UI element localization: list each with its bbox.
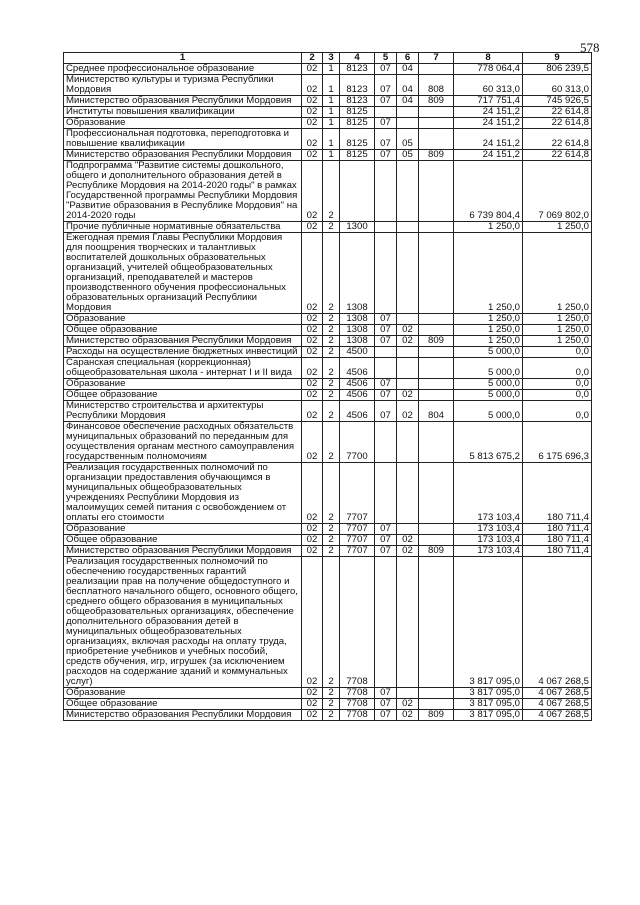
amount-year-1: 5 000,0 [454, 347, 523, 358]
subprogram-code: 2 [323, 233, 340, 314]
target-code: 7700 [340, 422, 375, 463]
amount-year-2: 0,0 [523, 401, 592, 422]
amount-year-2: 1 250,0 [523, 222, 592, 233]
program-code: 02 [302, 118, 323, 129]
subsection-code [397, 524, 419, 535]
ministry-code: 804 [419, 401, 454, 422]
section-code: 07 [375, 129, 397, 150]
row-name: Общее образование [64, 699, 302, 710]
program-code: 02 [302, 535, 323, 546]
section-code: 07 [375, 75, 397, 96]
budget-table [63, 52, 592, 721]
ministry-code: 809 [419, 546, 454, 557]
subprogram-code: 2 [323, 699, 340, 710]
subprogram-code: 1 [323, 129, 340, 150]
program-code: 02 [302, 557, 323, 688]
amount-year-2: 22 614,8 [523, 118, 592, 129]
table-row [64, 347, 592, 358]
row-name: Среднее профессиональное образование [64, 64, 302, 75]
section-code: 07 [375, 535, 397, 546]
amount-year-2: 0,0 [523, 347, 592, 358]
column-header: 7 [419, 53, 454, 64]
target-code: 4506 [340, 390, 375, 401]
ministry-code [419, 347, 454, 358]
target-code: 7707 [340, 524, 375, 535]
target-code: 7707 [340, 463, 375, 524]
subsection-code [397, 233, 419, 314]
table-row [64, 107, 592, 118]
table-row [64, 546, 592, 557]
row-name: Общее образование [64, 535, 302, 546]
ministry-code [419, 422, 454, 463]
section-code: 07 [375, 401, 397, 422]
subprogram-code: 2 [323, 325, 340, 336]
row-name: Министерство образования Республики Мордовия [64, 710, 302, 721]
ministry-code [419, 358, 454, 379]
section-code: 07 [375, 379, 397, 390]
subsection-code: 05 [397, 129, 419, 150]
ministry-code: 809 [419, 150, 454, 161]
table-row [64, 222, 592, 233]
amount-year-2: 0,0 [523, 379, 592, 390]
table-row [64, 325, 592, 336]
amount-year-2: 0,0 [523, 390, 592, 401]
row-name: Прочие публичные нормативные обязательства [64, 222, 302, 233]
subprogram-code: 2 [323, 314, 340, 325]
amount-year-2: 22 614,8 [523, 107, 592, 118]
column-header: 6 [397, 53, 419, 64]
amount-year-2: 4 067 268,5 [523, 557, 592, 688]
amount-year-2: 1 250,0 [523, 325, 592, 336]
subsection-code [397, 422, 419, 463]
program-code: 02 [302, 107, 323, 118]
column-header: 2 [302, 53, 323, 64]
amount-year-1: 24 151,2 [454, 107, 523, 118]
target-code: 8125 [340, 118, 375, 129]
ministry-code [419, 379, 454, 390]
subsection-code: 04 [397, 64, 419, 75]
row-name: Саранская специальная (коррекционная) общеобразовательная школа - интернат I и II вида [64, 358, 302, 379]
amount-year-1: 5 000,0 [454, 390, 523, 401]
ministry-code: 809 [419, 96, 454, 107]
target-code: 1308 [340, 325, 375, 336]
subprogram-code: 2 [323, 222, 340, 233]
subsection-code [397, 463, 419, 524]
subsection-code: 02 [397, 336, 419, 347]
amount-year-1: 173 103,4 [454, 535, 523, 546]
program-code: 02 [302, 688, 323, 699]
amount-year-1: 173 103,4 [454, 463, 523, 524]
ministry-code: 809 [419, 710, 454, 721]
subsection-code [397, 107, 419, 118]
target-code: 7708 [340, 557, 375, 688]
subsection-code [397, 379, 419, 390]
target-code: 1308 [340, 233, 375, 314]
subsection-code: 02 [397, 390, 419, 401]
ministry-code [419, 129, 454, 150]
amount-year-1: 24 151,2 [454, 150, 523, 161]
ministry-code [419, 107, 454, 118]
program-code: 02 [302, 64, 323, 75]
section-code [375, 347, 397, 358]
section-code [375, 222, 397, 233]
table-row [64, 150, 592, 161]
section-code [375, 463, 397, 524]
subsection-code: 04 [397, 75, 419, 96]
program-code: 02 [302, 233, 323, 314]
table-row [64, 233, 592, 314]
column-header: 8 [454, 53, 523, 64]
subsection-code: 02 [397, 535, 419, 546]
table-row [64, 336, 592, 347]
amount-year-2: 180 711,4 [523, 524, 592, 535]
amount-year-1: 5 000,0 [454, 401, 523, 422]
section-code: 07 [375, 150, 397, 161]
row-name: Образование [64, 688, 302, 699]
row-name: Образование [64, 379, 302, 390]
amount-year-2: 60 313,0 [523, 75, 592, 96]
program-code: 02 [302, 390, 323, 401]
amount-year-1: 5 000,0 [454, 379, 523, 390]
section-code: 07 [375, 699, 397, 710]
ministry-code: 808 [419, 75, 454, 96]
row-name: Образование [64, 314, 302, 325]
row-name: Общее образование [64, 325, 302, 336]
section-code [375, 422, 397, 463]
column-header: 4 [340, 53, 375, 64]
program-code: 02 [302, 150, 323, 161]
program-code: 02 [302, 379, 323, 390]
subsection-code [397, 118, 419, 129]
row-name: Финансовое обеспечение расходных обязательств муниципальных образований по переданным для осуществления органам местного самоуправления государственным полномочиям [64, 422, 302, 463]
ministry-code [419, 557, 454, 688]
subsection-code [397, 688, 419, 699]
amount-year-1: 1 250,0 [454, 336, 523, 347]
amount-year-2: 180 711,4 [523, 546, 592, 557]
row-name: Министерство образования Республики Мордовия [64, 546, 302, 557]
program-code: 02 [302, 325, 323, 336]
column-header: 3 [323, 53, 340, 64]
section-code: 07 [375, 325, 397, 336]
amount-year-2: 1 250,0 [523, 314, 592, 325]
amount-year-1: 3 817 095,0 [454, 699, 523, 710]
subsection-code: 05 [397, 150, 419, 161]
subsection-code [397, 222, 419, 233]
subsection-code: 02 [397, 325, 419, 336]
row-name: Профессиональная подготовка, переподготовка и повышение квалификации [64, 129, 302, 150]
amount-year-1: 173 103,4 [454, 524, 523, 535]
subprogram-code: 2 [323, 161, 340, 222]
row-name: Институты повышения квалификации [64, 107, 302, 118]
table-row [64, 688, 592, 699]
column-header: 1 [64, 53, 302, 64]
table-row [64, 75, 592, 96]
subprogram-code: 1 [323, 118, 340, 129]
subprogram-code: 1 [323, 150, 340, 161]
program-code: 02 [302, 96, 323, 107]
section-code: 07 [375, 96, 397, 107]
target-code: 8123 [340, 96, 375, 107]
ministry-code [419, 463, 454, 524]
amount-year-1: 5 000,0 [454, 358, 523, 379]
target-code: 7707 [340, 535, 375, 546]
program-code: 02 [302, 358, 323, 379]
subprogram-code: 1 [323, 96, 340, 107]
subprogram-code: 2 [323, 535, 340, 546]
ministry-code [419, 314, 454, 325]
table-row [64, 358, 592, 379]
row-name: Министерство строительства и архитектуры Республики Мордовия [64, 401, 302, 422]
subsection-code [397, 314, 419, 325]
target-code: 4506 [340, 379, 375, 390]
amount-year-2: 7 069 802,0 [523, 161, 592, 222]
section-code [375, 107, 397, 118]
subsection-code [397, 358, 419, 379]
target-code [340, 161, 375, 222]
column-header: 9 [523, 53, 592, 64]
amount-year-2: 4 067 268,5 [523, 710, 592, 721]
ministry-code [419, 222, 454, 233]
amount-year-2: 806 239,5 [523, 64, 592, 75]
subprogram-code: 2 [323, 710, 340, 721]
section-code: 07 [375, 314, 397, 325]
amount-year-1: 3 817 095,0 [454, 688, 523, 699]
amount-year-2: 4 067 268,5 [523, 688, 592, 699]
amount-year-1: 1 250,0 [454, 314, 523, 325]
ministry-code [419, 325, 454, 336]
row-name: Подпрограмма "Развитие системы дошкольного, общего и дополнительного образования детей в Республике Мордовия на 2014-2020 годы" в рамках Государственной программы Республики Мордовия "Развитие образования в Республике Мордовия" на 2014-2020 годы [64, 161, 302, 222]
table-row [64, 524, 592, 535]
table-row [64, 118, 592, 129]
ministry-code [419, 161, 454, 222]
subsection-code: 02 [397, 710, 419, 721]
section-code: 07 [375, 710, 397, 721]
amount-year-2: 22 614,8 [523, 150, 592, 161]
row-name: Реализация государственных полномочий по организации предоставления обучающимся в муниципальных общеобразовательных учреждениях Республики Мордовия из малоимущих семей питания с освобождением от оплаты его стоимости [64, 463, 302, 524]
section-code: 07 [375, 64, 397, 75]
table-row [64, 535, 592, 546]
section-code [375, 233, 397, 314]
table-row [64, 401, 592, 422]
target-code: 8125 [340, 150, 375, 161]
amount-year-2: 22 614,8 [523, 129, 592, 150]
ministry-code [419, 524, 454, 535]
target-code: 1308 [340, 314, 375, 325]
amount-year-2: 6 175 696,3 [523, 422, 592, 463]
section-code: 07 [375, 688, 397, 699]
table-row [64, 379, 592, 390]
amount-year-2: 0,0 [523, 358, 592, 379]
target-code: 1308 [340, 336, 375, 347]
program-code: 02 [302, 463, 323, 524]
amount-year-2: 4 067 268,5 [523, 699, 592, 710]
subprogram-code: 2 [323, 390, 340, 401]
ministry-code [419, 535, 454, 546]
subprogram-code: 1 [323, 107, 340, 118]
table-row [64, 314, 592, 325]
subprogram-code: 2 [323, 336, 340, 347]
target-code: 7708 [340, 710, 375, 721]
subprogram-code: 2 [323, 379, 340, 390]
amount-year-1: 24 151,2 [454, 118, 523, 129]
row-name: Общее образование [64, 390, 302, 401]
subsection-code [397, 557, 419, 688]
table-row [64, 422, 592, 463]
target-code: 4500 [340, 347, 375, 358]
target-code: 1300 [340, 222, 375, 233]
target-code: 7708 [340, 688, 375, 699]
amount-year-1: 24 151,2 [454, 129, 523, 150]
program-code: 02 [302, 314, 323, 325]
table-row [64, 710, 592, 721]
program-code: 02 [302, 699, 323, 710]
subprogram-code: 1 [323, 64, 340, 75]
ministry-code [419, 233, 454, 314]
page-number: 578 [580, 40, 600, 55]
section-code [375, 358, 397, 379]
program-code: 02 [302, 161, 323, 222]
amount-year-1: 3 817 095,0 [454, 557, 523, 688]
target-code: 8123 [340, 64, 375, 75]
subsection-code [397, 161, 419, 222]
amount-year-1: 5 813 675,2 [454, 422, 523, 463]
target-code: 8123 [340, 75, 375, 96]
section-code: 07 [375, 118, 397, 129]
subprogram-code: 1 [323, 75, 340, 96]
row-name: Реализация государственных полномочий по обеспечению государственных гарантий реализации прав на получение общедоступного и бесплатного начального общего, основного общего, среднего общего образования в муниципальных общеобразовательных организациях, обеспечение дополнительного образования детей в муниципальных общеобразовательных организациях, включая расходы на оплату труда, приобретение учебников и учебных пособий, средств обучения, игр, игрушек (за исключением расходов на содержание зданий и коммунальных услуг) [64, 557, 302, 688]
row-name: Образование [64, 524, 302, 535]
amount-year-1: 3 817 095,0 [454, 710, 523, 721]
subprogram-code: 2 [323, 422, 340, 463]
subsection-code: 02 [397, 699, 419, 710]
subprogram-code: 2 [323, 546, 340, 557]
program-code: 02 [302, 546, 323, 557]
section-code: 07 [375, 336, 397, 347]
amount-year-2: 1 250,0 [523, 336, 592, 347]
table-row [64, 96, 592, 107]
amount-year-1: 60 313,0 [454, 75, 523, 96]
amount-year-1: 717 751,4 [454, 96, 523, 107]
table-row [64, 699, 592, 710]
column-header: 5 [375, 53, 397, 64]
table-row [64, 463, 592, 524]
ministry-code [419, 699, 454, 710]
section-code: 07 [375, 524, 397, 535]
target-code: 7707 [340, 546, 375, 557]
row-name: Расходы на осуществление бюджетных инвестиций [64, 347, 302, 358]
target-code: 8125 [340, 129, 375, 150]
target-code: 4506 [340, 401, 375, 422]
subsection-code: 02 [397, 546, 419, 557]
row-name: Образование [64, 118, 302, 129]
program-code: 02 [302, 524, 323, 535]
subprogram-code: 2 [323, 347, 340, 358]
amount-year-2: 745 926,5 [523, 96, 592, 107]
row-name: Министерство образования Республики Мордовия [64, 96, 302, 107]
amount-year-1: 1 250,0 [454, 233, 523, 314]
program-code: 02 [302, 401, 323, 422]
amount-year-2: 180 711,4 [523, 463, 592, 524]
target-code: 8125 [340, 107, 375, 118]
header-row [64, 53, 592, 64]
ministry-code [419, 688, 454, 699]
subprogram-code: 2 [323, 688, 340, 699]
target-code: 7708 [340, 699, 375, 710]
program-code: 02 [302, 129, 323, 150]
row-name: Министерство культуры и туризма Республики Мордовия [64, 75, 302, 96]
subsection-code: 04 [397, 96, 419, 107]
section-code: 07 [375, 546, 397, 557]
amount-year-1: 1 250,0 [454, 222, 523, 233]
row-name: Министерство образования Республики Мордовия [64, 150, 302, 161]
subprogram-code: 2 [323, 524, 340, 535]
subprogram-code: 2 [323, 358, 340, 379]
amount-year-1: 173 103,4 [454, 546, 523, 557]
amount-year-2: 1 250,0 [523, 233, 592, 314]
subsection-code [397, 347, 419, 358]
subprogram-code: 2 [323, 401, 340, 422]
subsection-code: 02 [397, 401, 419, 422]
program-code: 02 [302, 75, 323, 96]
target-code: 4506 [340, 358, 375, 379]
section-code [375, 557, 397, 688]
row-name: Ежегодная премия Главы Республики Мордовия для поощрения творческих и талантливых воспитателей дошкольных образовательных организаций, учителей общеобразовательных организаций, преподавателей и мастеров производственного обучения профессиональных образовательных организаций Республики Мордовия [64, 233, 302, 314]
section-code [375, 161, 397, 222]
amount-year-1: 778 064,4 [454, 64, 523, 75]
table-row [64, 161, 592, 222]
program-code: 02 [302, 336, 323, 347]
table-row [64, 390, 592, 401]
amount-year-2: 180 711,4 [523, 535, 592, 546]
subprogram-code: 2 [323, 557, 340, 688]
program-code: 02 [302, 710, 323, 721]
amount-year-1: 1 250,0 [454, 325, 523, 336]
table-row [64, 557, 592, 688]
table-row [64, 129, 592, 150]
ministry-code [419, 64, 454, 75]
program-code: 02 [302, 347, 323, 358]
ministry-code: 809 [419, 336, 454, 347]
row-name: Министерство образования Республики Мордовия [64, 336, 302, 347]
program-code: 02 [302, 422, 323, 463]
section-code: 07 [375, 390, 397, 401]
table-row [64, 64, 592, 75]
subprogram-code: 2 [323, 463, 340, 524]
ministry-code [419, 390, 454, 401]
amount-year-1: 6 739 804,4 [454, 161, 523, 222]
program-code: 02 [302, 222, 323, 233]
ministry-code [419, 118, 454, 129]
